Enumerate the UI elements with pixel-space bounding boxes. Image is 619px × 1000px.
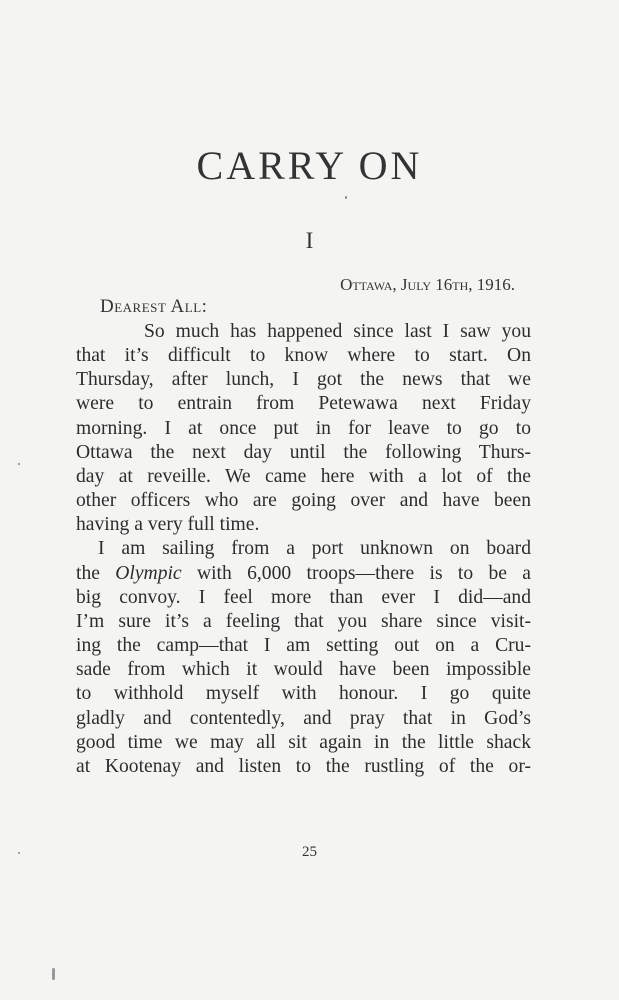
text-line: So much has happened since last I saw you [144,321,531,342]
paper-speck [18,852,20,854]
text-line-with-ship-name [76,562,531,586]
text-line: were to entrain from Petewawa next Friday [76,393,531,415]
text-line: at Kootenay and listen to the rustling of the or- [76,755,531,777]
text-line: gladly and contentedly, and pray that in God’s [76,707,531,729]
dateline: Ottawa, July 16th, 1916. [340,275,515,294]
salutation: Dearest All: [100,296,208,317]
text-line: that it’s difficult to know where to start. On [76,345,531,367]
chapter-number: I [305,228,314,253]
text-line: good time we may all sit again in the little shack [76,731,531,753]
page-number: 25 [302,844,317,860]
text-line: day at reveille. We came here with a lot of the [76,465,531,487]
text-line: other officers who are going over and have been [76,490,531,512]
ship-name: Olympic [115,562,182,584]
text-segment: with 6,000 troops—there is to be a [181,562,531,584]
text-line: ing the camp—that I am setting out on a Cru- [76,635,531,657]
chapter-title: CARRY ON [196,143,423,188]
text-line: I am sailing from a port unknown on board [98,538,531,560]
paper-speck [52,968,55,980]
text-line: big convoy. I feel more than ever I did—and [76,586,531,608]
text-line: having a very full time. [76,514,260,536]
text-line: I’m sure it’s a feeling that you share since visit- [76,610,531,632]
letter-body [76,320,531,779]
text-segment: the [76,562,116,584]
text-line: to withhold myself with honour. I go quite [76,683,531,705]
text-line: morning. I at once put in for leave to go to [76,417,531,439]
text-line: sade from which it would have been impossible [76,659,531,681]
paper-speck [18,463,20,465]
paper-speck [345,196,347,199]
text-line: Ottawa the next day until the following Thurs- [76,441,531,463]
text-line: Thursday, after lunch, I got the news that we [76,369,531,391]
